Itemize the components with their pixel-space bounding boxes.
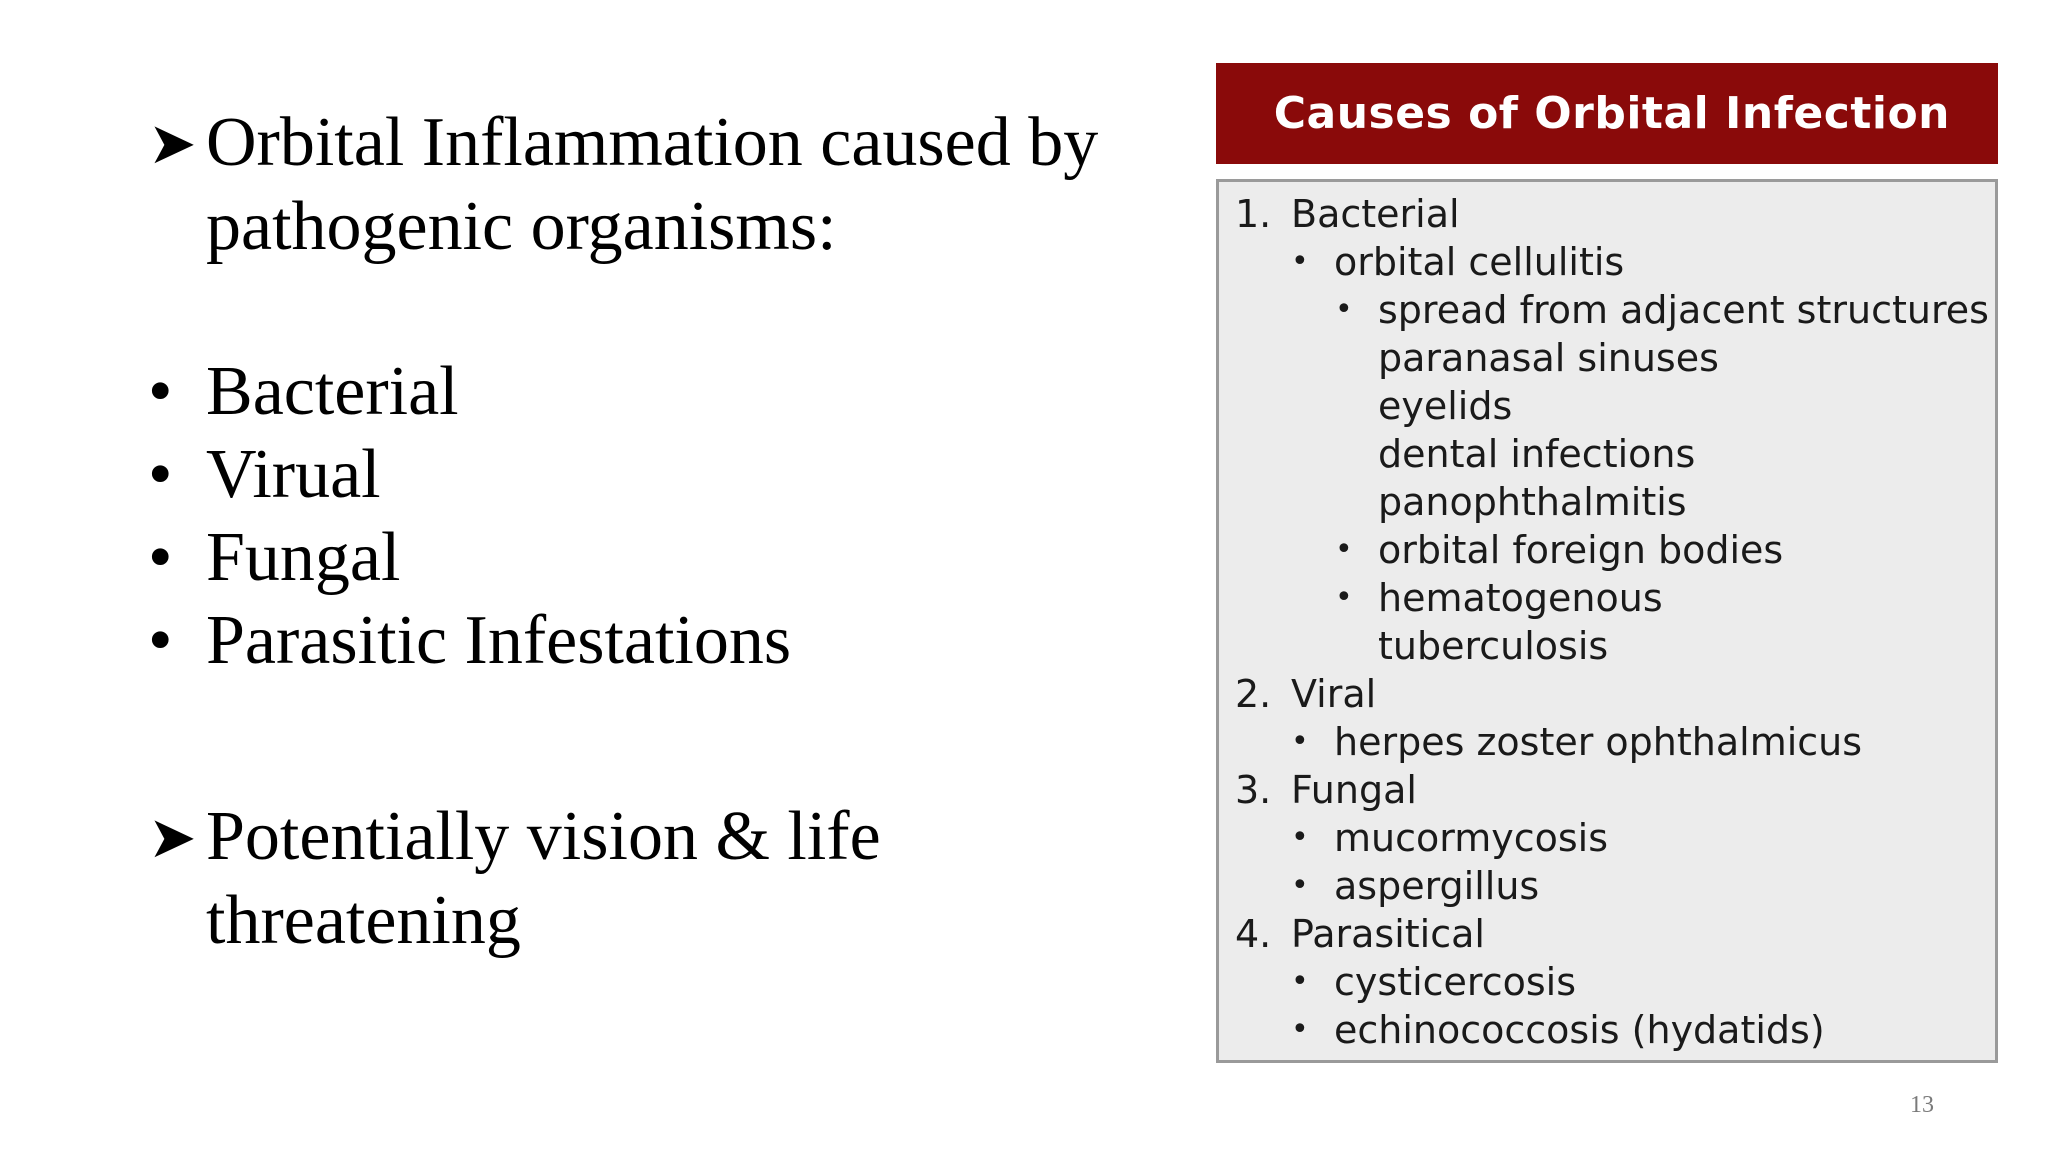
row-number: 2. [1235, 672, 1272, 716]
row-label: mucormycosis [1334, 816, 1608, 860]
list-item [148, 350, 791, 433]
row-label: Bacterial [1291, 192, 1460, 236]
point-line: pathogenic organisms: [206, 188, 837, 265]
bullet-icon: • [148, 436, 173, 513]
point-line: Potentially vision & life [206, 798, 881, 875]
table-row [1291, 958, 1576, 1006]
bullet-icon: • [148, 602, 173, 679]
row-label: tuberculosis [1378, 624, 1609, 668]
table-row [1291, 718, 1862, 766]
row-label: panophthalmitis [1378, 480, 1687, 524]
table-title: Causes of Orbital Infection [1273, 88, 1950, 139]
causes-table [1216, 179, 1998, 1063]
point-line: threatening [206, 882, 521, 959]
table-row [1235, 910, 1485, 958]
table-row [1335, 286, 1989, 334]
row-label: orbital cellulitis [1334, 240, 1625, 284]
row-label: Viral [1291, 672, 1377, 716]
table-row [1335, 526, 1783, 574]
table-row [1291, 814, 1608, 862]
point-threatening [148, 795, 1148, 963]
bullet-icon: • [1335, 580, 1353, 615]
table-row [1335, 574, 1663, 622]
table-row [1378, 478, 1687, 526]
row-label: orbital foreign bodies [1378, 528, 1784, 572]
point-orbital-inflammation [148, 101, 1148, 269]
table-row [1378, 430, 1695, 478]
bullet-icon: • [148, 519, 173, 596]
bullet-icon: • [1291, 1012, 1309, 1047]
list-item [148, 516, 791, 599]
arrow-bullet-icon: ➤ [148, 803, 197, 871]
bullet-icon: • [1291, 820, 1309, 855]
bullet-icon: • [148, 353, 173, 430]
table-row [1291, 238, 1624, 286]
bullet-icon: • [1291, 724, 1309, 759]
table-row [1291, 1006, 1825, 1054]
row-label: paranasal sinuses [1378, 336, 1719, 380]
row-label: cysticercosis [1334, 960, 1576, 1004]
row-label: aspergillus [1334, 864, 1540, 908]
row-label: Parasitical [1291, 912, 1485, 956]
bullet-icon: • [1291, 868, 1309, 903]
row-label: hematogenous [1378, 576, 1663, 620]
list-item [148, 599, 791, 682]
row-label: spread from adjacent structures [1378, 288, 1989, 332]
bullet-icon: • [1335, 292, 1353, 327]
row-label: Fungal [1291, 768, 1417, 812]
bullet-icon: • [1291, 244, 1309, 279]
list-item-label: Parasitic Infestations [206, 602, 792, 679]
row-number: 4. [1235, 912, 1272, 956]
organism-list [148, 350, 791, 682]
arrow-bullet-icon: ➤ [148, 109, 197, 177]
table-row [1378, 382, 1512, 430]
list-item-label: Fungal [206, 519, 401, 596]
row-label: echinococcosis (hydatids) [1334, 1008, 1825, 1052]
row-label: herpes zoster ophthalmicus [1334, 720, 1863, 764]
table-row [1235, 190, 1460, 238]
row-label: eyelids [1378, 384, 1513, 428]
page-number: 13 [1910, 1092, 1934, 1118]
list-item-label: Virual [206, 436, 381, 513]
table-row [1235, 766, 1417, 814]
list-item [148, 433, 791, 516]
table-row [1235, 670, 1376, 718]
table-title-bar [1216, 63, 1998, 164]
row-number: 3. [1235, 768, 1272, 812]
point-text [206, 795, 1148, 963]
list-item-label: Bacterial [206, 353, 459, 430]
table-row [1378, 334, 1719, 382]
table-row [1378, 622, 1608, 670]
bullet-icon: • [1291, 964, 1309, 999]
point-text [206, 101, 1148, 269]
row-label: dental infections [1378, 432, 1696, 476]
row-number: 1. [1235, 192, 1272, 236]
bullet-icon: • [1335, 532, 1353, 567]
table-row [1291, 862, 1539, 910]
point-line: Orbital Inflammation caused by [206, 104, 1099, 181]
